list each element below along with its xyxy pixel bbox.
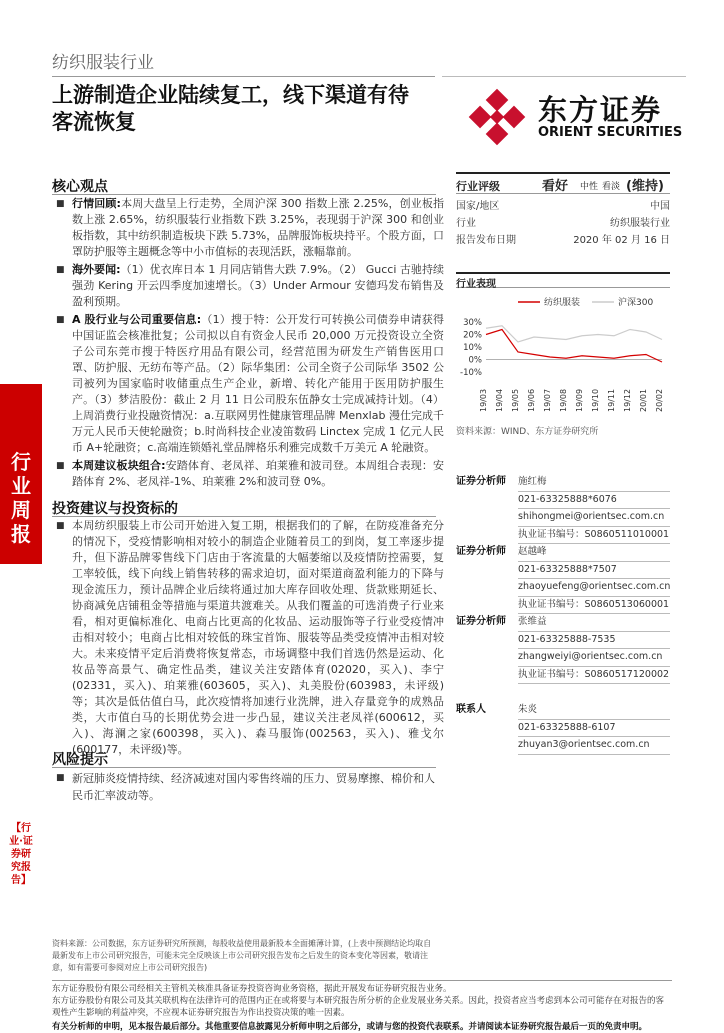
logo-name-en: ORIENT SECURITIES [538,125,683,140]
analyst-name: 张维益 [518,614,670,632]
analyst-phone: 021-63325888*6076 [518,492,670,510]
y-tick-label: 0% [468,355,482,366]
analyst-phone: 021-63325888-6107 [518,720,670,738]
analyst-name: 赵越峰 [518,544,670,562]
x-tick-label: 19/10 [591,388,600,412]
info-key: 行业 [456,218,476,229]
orient-logo-icon [468,88,526,146]
data-source-note: 资料来源：公司数据，东方证券研究所预测，每股收益使用最新股本全面摊薄计算，(上表中预测结论均取自最新发布上市公司研究报告，可能未完全反映该上市公司研究报告发布之后发生的资本变化等因素，敬请注意，如有需要可参阅对应上市公司研究报告) [52,939,432,972]
footer-line-3: 有关分析师的申明，见本报告最后部分。其他重要信息披露见分析师申明之后部分，或请与您的投资代表联系。并请阅读本证券研究报告最后一页的免责申明。 [52,1022,648,1032]
x-tick-label: 19/04 [495,388,504,412]
invest-rule [52,516,436,517]
info-value: 2020 年 02 月 16 日 [573,235,670,246]
analyst-cert: 执业证书编号：S0860513060001 [518,597,670,615]
analyst-cert: 执业证书编号：S0860517120002 [518,667,670,685]
analyst-email: shihongmei@orientsec.com.cn [518,509,670,527]
rating-value: 看好 [542,179,569,194]
item-label: A 股行业与公司重要信息: [72,313,202,326]
rating-bearish: 看淡 [602,182,621,192]
invest-body [52,518,444,758]
y-tick-label: 20% [463,330,482,341]
analyst-list [456,474,670,755]
footer-line-1: 东方证券股份有限公司经相关主管机关核准具备证券投资咨询业务资格，据此开展发布证券研究报告业务。 [52,984,452,994]
item-label: 海外要闻: [72,263,121,276]
info-key: 报告发布日期 [456,235,516,246]
invest-heading: 投资建议与投资标的 [52,501,178,517]
analyst-role: 证券分析师 [456,616,506,627]
legend-label: 纺织服装 [544,298,581,308]
item-text: （1）搜于特：公开发行可转换公司债券申请获得中国证监会核准批复；公司拟以自有资金人民币 20,000 万元投资设立全资子公司东莞市搜于特医疗用品有限公司，经营范围为研发生产销售医用口罩、防护服、无纺布等产品。（2）际华集团：公司全资子公司际华 3502 公司被列为国家临时收储重点生产企业，新增、转化产能用于医用防护服生产。（3）梦洁股份：截止 2 月 11 日公司股东伍静女士完成减持计划。（4）上周消费行业投融资情况：a.互联网男性健康管理品牌 Menxlab 漫仕完成千万元人民币天使轮融资；b.时尚科技企业凌笛数码 Linctex 完成 1 亿元人民币 A+轮融资；c.高端连锁婚礼堂品牌格乐利雅完成数千万美元 A 轮融资。 [72,313,445,454]
analyst-role: 证券分析师 [456,476,506,487]
analyst-email: zhangweiyi@orientsec.com.cn [518,649,670,667]
risk-body [52,770,444,804]
analyst-email: zhuyan3@orientsec.com.cn [518,737,670,755]
rating-box [456,172,670,194]
rating-label: 行业评级 [456,180,500,193]
item-text: 安踏体育、老凤祥、珀莱雅和波司登。本周组合表现：安踏体育 2%、老凤祥-1%、珀莱雅 2%和波司登 0%。 [72,459,444,488]
x-tick-label: 19/05 [511,388,520,412]
report-info [456,198,670,249]
list-item [52,458,444,490]
x-tick-label: 20/02 [655,388,664,412]
info-value: 中国 [650,201,670,212]
analyst-phone: 021-63325888-7535 [518,632,670,650]
report-title [52,82,442,136]
x-tick-label: 19/08 [559,388,568,412]
chart-title: 行业表现 [456,272,670,288]
item-label: 行情回顾: [72,197,121,210]
analyst-entry [456,702,670,755]
series-line [486,330,662,363]
x-tick-label: 19/12 [623,388,632,412]
disclaimer-footer [52,980,672,1033]
info-row [456,232,670,249]
analyst-entry [456,474,670,544]
analyst-cert: 执业证书编号：S0860511010001 [518,527,670,545]
x-tick-label: 19/09 [575,388,584,412]
item-text: （1）优衣库日本 1 月同店销售大跌 7.9%。（2） Gucci 古驰持续强劲 Kering 开云四季度加速增长。（3）Under Armour 安德玛发布销售及盈利预期。 [72,263,444,308]
series-line [486,326,662,342]
footer-line-2: 东方证券股份有限公司及其关联机构在法律许可的范围内正在或将要与本研究报告所分析的企业发展业务关系。因此，投资者应当考虑到本公司可能存在对报告的客观性产生影响的利益冲突，不应视本证券研究报告为作出投资决策的唯一因素。 [52,996,665,1018]
info-key: 国家/地区 [456,201,500,212]
list-item [52,196,444,260]
info-row [456,215,670,232]
analyst-entry [456,544,670,614]
y-tick-label: 30% [463,318,482,328]
title-line-2: 客流恢复 [52,110,136,134]
core-points [52,196,444,492]
title-divider [52,76,435,77]
list-item [52,312,444,456]
x-tick-label: 19/07 [543,388,552,412]
y-tick-label: -10% [460,368,482,378]
risk-heading: 风险提示 [52,752,108,768]
invest-text: ■ 本周纺织服装上市公司开始进入复工期，根据我们的了解，在防疫准备充分的情况下，受疫情影响相对较小的制造企业随着员工的到岗，复工率逐步提升，但下游品牌零售线下门店由于客流量的大幅萎缩以及疫情防控需要，复工率较低，线下向线上销售转移的需求迫切，面对渠道商盈利能力的下降与现金流压力，预计品牌企业后续将通过加大库存回收处理、货款账期延长、协商减免店铺租金等措施与渠道共渡难关。从我们覆盖的可选消费子行业来看，相对更偏标准化、电商占比更高的化妆品、运动服饰等子行业受疫情冲击相对较小；电商占比相对较低的珠宝首饰、服装等品类受疫情冲击相对较大。未来疫情平定后消费将恢复常态，市场调整中我们首选仍然是运动、化妆品等高景气、确定性品类，建议关注安踏体育(02020，买入)、李宁(02331，买入)、珀莱雅(603605，买入)、丸美股份(603983，未评级)等；其次是低估值白马，此次疫情将加速行业洗牌，进入存量竞争的成熟品类，大市值白马的长期优势会进一步凸显，建议关注老凤祥(600612，买入)、海澜之家(600398，买入)、森马服饰(002563，买入)、雅戈尔(600177，未评级)等。 [52,518,444,758]
legend-label: 沪深300 [618,298,654,308]
item-label: 本周建议板块组合: [72,459,166,472]
rating-status: (维持) [626,179,664,194]
x-tick-label: 19/11 [607,388,616,412]
analyst-role: 证券分析师 [456,546,506,557]
risk-text: ■ 新冠肺炎疫情持续、经济减速对国内零售终端的压力、贸易摩擦、棉价和人民币汇率波动等。 [52,770,444,804]
x-tick-label: 20/01 [639,388,648,412]
industry-performance-chart [456,292,670,416]
y-tick-label: 10% [463,343,482,353]
info-value: 纺织服装行业 [610,218,670,229]
item-text: 本周大盘呈上行走势，全周沪深 300 指数上涨 2.25%，创业板指数上涨 2.65%，纺织服装行业指数下跌 3.25%，表现弱于沪深 300 和创业板指数，其中纺织制造板块下跌 5.73%，品牌服饰板块持平。个股方面，口罩防护服等主题概念等中小市值标的表现活跃，涨幅靠前。 [72,197,444,258]
analyst-name: 朱炎 [518,702,670,720]
risk-rule [52,767,436,768]
chart-source: 资料来源：WIND、东方证券研究所 [456,427,599,437]
analyst-phone: 021-63325888*7507 [518,562,670,580]
sector-label: 纺织服装行业 [52,53,154,73]
analyst-email: zhaoyuefeng@orientsec.com.cn [518,579,670,597]
analyst-entry [456,614,670,684]
x-tick-label: 19/06 [527,388,536,412]
core-heading: 核心观点 [52,179,108,195]
rating-neutral: 中性 [580,182,599,192]
x-tick-label: 19/03 [479,388,488,412]
header-rule [442,76,686,77]
analyst-name: 施红梅 [518,474,670,492]
title-line-1: 上游制造企业陆续复工，线下渠道有待 [52,83,409,107]
analyst-role: 联系人 [456,704,486,715]
logo-name-cn: 东方证券 [538,93,663,127]
side-report-type: 【行业·证券研究报告】 [9,823,33,886]
core-rule [52,194,436,195]
list-item [52,262,444,310]
company-logo [468,88,683,148]
side-tab-label: 行业周报 [11,450,31,546]
info-row [456,198,670,215]
